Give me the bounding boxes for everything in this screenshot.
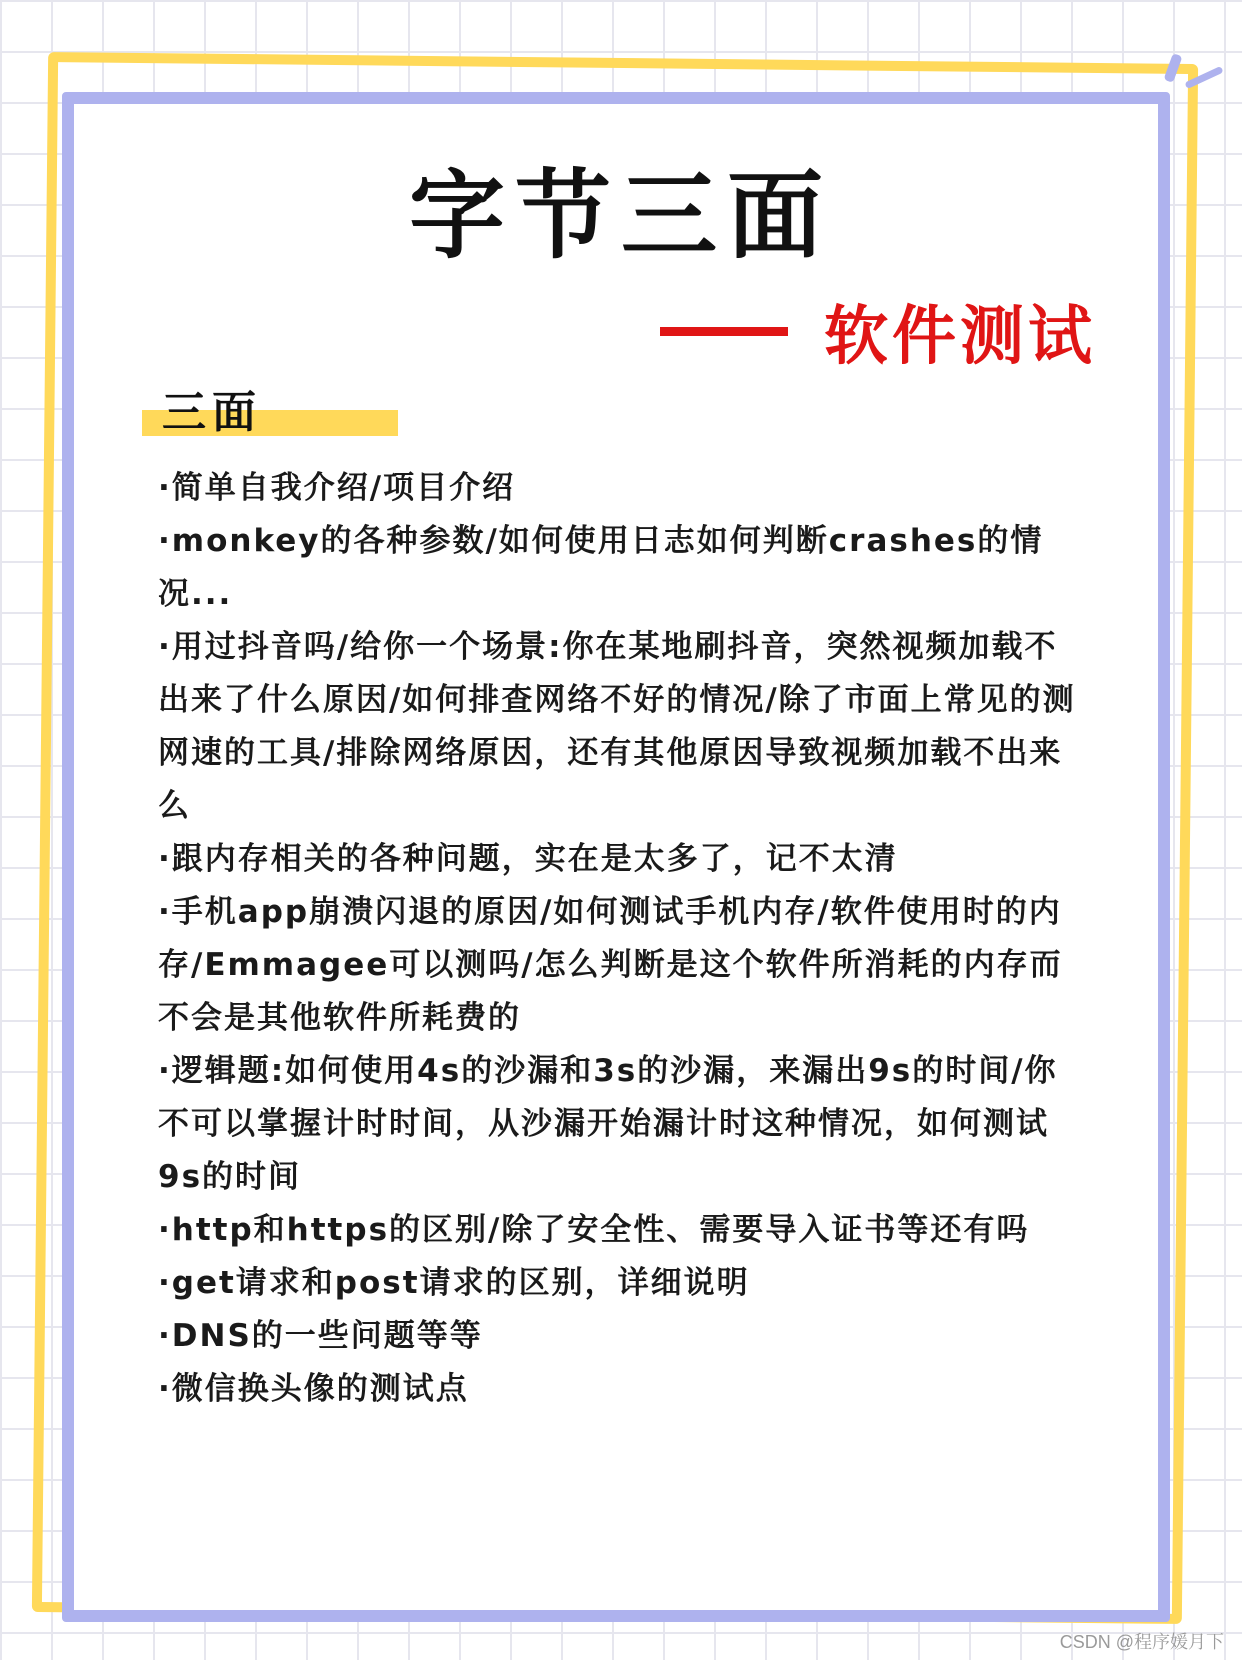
watermark: CSDN @程序媛月下 <box>1059 1632 1224 1652</box>
list-item: ·跟内存相关的各种问题，实在是太多了，记不太清 <box>158 841 898 877</box>
subtitle <box>660 285 1096 377</box>
list-item: ·微信换头像的测试点 <box>158 1371 469 1407</box>
list-item: ·逻辑题:如何使用4s的沙漏和3s的沙漏，来漏出9s的时间/你不可以掌握计时时间，从沙漏开始漏计时这种情况，如何测试9s的时间 <box>158 1053 1058 1195</box>
list-item: ·http和https的区别/除了安全性、需要导入证书等还有吗 <box>158 1212 1030 1248</box>
page-title: 字节三面 <box>409 160 833 272</box>
list-item: ·用过抖音吗/给你一个场景:你在某地刷抖音，突然视频加载不出来了什么原因/如何排查网络不好的情况/除了市面上常见的测网速的工具/排除网络原因，还有其他原因导致视频加载不出来么 <box>158 629 1076 824</box>
list-item: ·手机app崩溃闪退的原因/如何测试手机内存/软件使用时的内存/Emmagee可以测吗/怎么判断是这个软件所消耗的内存而不会是其他软件所耗费的 <box>158 894 1063 1036</box>
list-item: ·get请求和post请求的区别，详细说明 <box>158 1265 750 1301</box>
list-item: ·monkey的各种参数/如何使用日志如何判断crashes的情况... <box>158 523 1044 612</box>
section-heading <box>142 376 398 436</box>
subtitle-dash <box>660 327 788 336</box>
question-list <box>158 462 1078 1416</box>
list-item: ·简单自我介绍/项目介绍 <box>158 470 516 506</box>
subtitle-text: 软件测试 <box>824 300 1096 374</box>
list-item: ·DNS的一些问题等等 <box>158 1318 483 1354</box>
section-heading-text: 三面 <box>162 387 262 438</box>
